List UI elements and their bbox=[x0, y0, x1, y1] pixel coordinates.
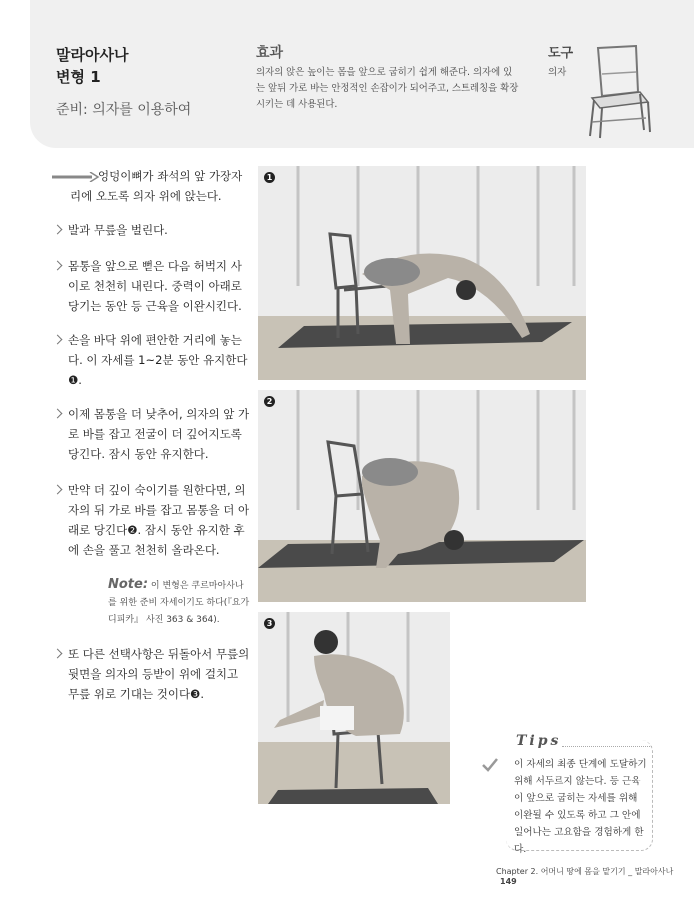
photo-1 bbox=[258, 166, 586, 380]
page-footer bbox=[496, 866, 694, 886]
tips-text: 이 자세의 최종 단계에 도달하기 위해 서두르지 않는다. 등 근육이 앞으로 굽히는 자세를 위해 이완될 수 있도록 하고 그 안에 일어나는 고요함을 경험하게 한다. bbox=[514, 759, 647, 855]
title-line-2: 변형 1 bbox=[56, 68, 101, 86]
page-title bbox=[56, 44, 128, 88]
tips-heading: Tips bbox=[516, 733, 562, 749]
note-text: 이 변형은 쿠르마아사나를 위한 준비 자세이기도 하다(『요가디피카』 사진 363 & 364). bbox=[108, 581, 250, 625]
step-7: 또 다른 선택사항은 뒤돌아서 무릎의 뒷면을 의자의 등받이 위에 걸치고 무릎 위로 기대는 것이다❸. bbox=[54, 644, 250, 704]
photo-number: 2 bbox=[264, 396, 275, 407]
chair-illustration bbox=[580, 44, 654, 140]
photo-number: 3 bbox=[264, 618, 275, 629]
tool-text: 의자 bbox=[548, 67, 567, 78]
effect-text: 의자의 앉은 높이는 몸을 앞으로 굽히기 쉽게 해준다. 의자에 있는 앞뒤 가로 바는 안정적인 손잡이가 되어주고, 스트레칭을 확장시키는 데 사용된다. bbox=[256, 67, 519, 110]
photo-number: 1 bbox=[264, 172, 275, 183]
step-2: 발과 무릎을 벌린다. bbox=[54, 220, 250, 240]
note-label: Note: bbox=[108, 577, 149, 592]
footer-chapter: Chapter 2. 어머니 땅에 몸을 맡기기 _ 말라아사나 bbox=[496, 867, 674, 876]
photo-2 bbox=[258, 390, 586, 602]
title-line-1: 말라아사나 bbox=[56, 46, 129, 64]
step-1: 엉덩이뼈가 좌석의 앞 가장자리에 오도록 의자 위에 앉는다. bbox=[70, 169, 243, 203]
photo-3 bbox=[258, 612, 450, 804]
check-icon bbox=[482, 758, 498, 772]
tool-heading: 도구 bbox=[548, 46, 574, 61]
step-3: 몸통을 앞으로 뻗은 다음 허벅지 사이로 천천히 내린다. 중력이 아래로 당기는 동안 등 근육을 이완시킨다. bbox=[54, 256, 250, 316]
step-6: 만약 더 깊이 숙이기를 원한다면, 의자의 뒤 가로 바를 잡고 몸통을 더 아래로 당긴다❷. 잠시 동안 유지한 후에 손을 풀고 천천히 올라온다. bbox=[54, 480, 250, 560]
step-4: 손을 바닥 위에 편안한 거리에 놓는다. 이 자세를 1~2분 동안 유지한다❶. bbox=[54, 330, 250, 390]
note bbox=[108, 576, 252, 629]
page-number: 149 bbox=[500, 877, 517, 886]
prep-subtitle: 준비: 의자를 이용하여 bbox=[56, 102, 192, 118]
step-5: 이제 몸통을 더 낮추어, 의자의 앞 가로 바를 잡고 전굴이 더 깊어지도록 당긴다. 잠시 동안 유지한다. bbox=[54, 404, 250, 464]
effect-heading: 효과 bbox=[256, 45, 284, 61]
